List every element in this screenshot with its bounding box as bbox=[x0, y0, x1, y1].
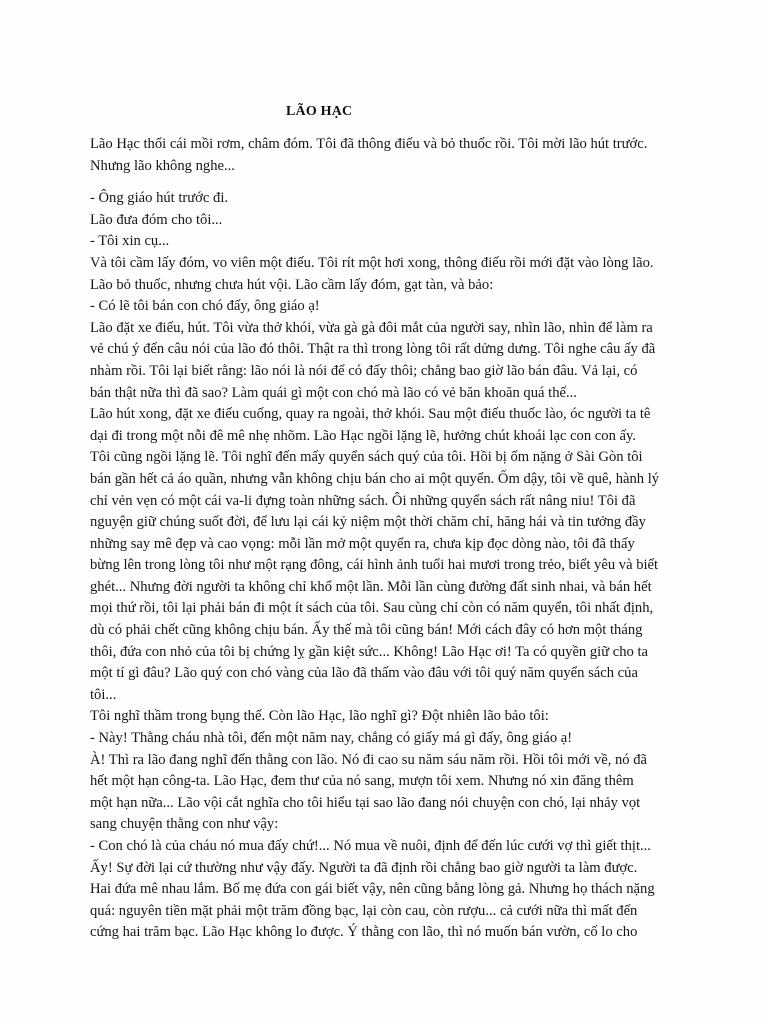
text-line: bán thật nữa thì đã sao? Làm quái gì một con chó mà lão có vẻ băn khoăn quá thế... bbox=[90, 384, 577, 401]
text-line: dù có phải chết cũng không chịu bán. Ấy thế mà tôi cũng bán! Mới cách đây có hơn một tháng bbox=[90, 622, 643, 639]
paragraph bbox=[90, 188, 690, 210]
text-line: vẻ chú ý đến câu nói của lão đó thôi. Thật ra thì trong lòng tôi rất dửng dưng. Tôi nghe câu ấy đã bbox=[90, 341, 656, 358]
text-line: dại đi trong một nỗi đê mê nhẹ nhõm. Lão Hạc ngồi lặng lẽ, hưởng chút khoái lạc con con ấy. bbox=[90, 427, 636, 444]
paragraph bbox=[90, 750, 690, 836]
text-line: - Con chó là của cháu nó mua đấy chứ!... Nó mua về nuôi, định để đến lúc cưới vợ thì giết thịt... bbox=[90, 838, 651, 854]
text-line: - Ông giáo hút trước đi. bbox=[90, 190, 229, 207]
document-title: LÃO HẠC bbox=[286, 104, 353, 119]
text-line: Nhưng lão không nghe... bbox=[90, 157, 235, 174]
paragraph bbox=[90, 134, 690, 177]
text-line: Lão đưa đóm cho tôi... bbox=[90, 211, 223, 228]
text-line: hết một hạn công-ta. Lão Hạc, đem thư của nó sang, mượn tôi xem. Nhưng nó xin đăng thêm bbox=[90, 773, 634, 790]
paragraph bbox=[90, 404, 690, 706]
text-line: - Có lẽ tôi bán con chó đấy, ông giáo ạ! bbox=[90, 298, 320, 315]
text-line: một tí gì đâu? Lão quý con chó vàng của lão đã thấm vào đâu với tôi quý năm quyển sách của bbox=[90, 665, 638, 682]
paragraph bbox=[90, 728, 690, 750]
text-line: mọi thứ rồi, tôi lại phải bán đi một ít sách của tôi. Sau cùng chỉ còn có năm quyển, tôi nhất định, bbox=[90, 600, 654, 617]
paragraph bbox=[90, 231, 690, 253]
text-line: Và tôi cầm lấy đóm, vo viên một điếu. Tôi rít một hơi xong, thông điếu rồi mới đặt vào lòng lão. bbox=[90, 254, 654, 271]
paragraph bbox=[90, 210, 690, 232]
text-line: - Này! Thằng cháu nhà tôi, đến một năm nay, chẳng có giấy má gì đấy, ông giáo ạ! bbox=[90, 730, 573, 747]
text-line: thôi, đứa con nhỏ của tôi bị chứng lỵ gần kiệt sức... Không! Lão Hạc ơi! Ta có quyền giữ cho ta bbox=[90, 643, 649, 660]
text-line: chỉ vẻn vẹn có một cái va-li đựng toàn những sách. Ôi những quyển sách rất nâng niu! Tôi đã bbox=[90, 492, 636, 509]
text-line: nguyện giữ chúng suốt đời, để lưu lại cái kỷ niệm một thời chăm chỉ, hăng hái và tin tưởng đầy bbox=[90, 514, 646, 531]
text-line: - Tôi xin cụ... bbox=[90, 233, 170, 250]
text-line: Tôi nghĩ thầm trong bụng thế. Còn lão Hạc, lão nghĩ gì? Đột nhiên lão bảo tôi: bbox=[90, 708, 549, 725]
text-line: Lão đặt xe điếu, hút. Tôi vừa thở khói, vừa gà gà đôi mắt của người say, nhìn lão, nhìn để làm ra bbox=[90, 319, 653, 336]
text-line: nhàm rồi. Tôi lại biết rằng: lão nói là nói để có đấy thôi; chẳng bao giờ lão bán đâu. Vả lại, có bbox=[90, 362, 638, 379]
text-line: Lão hút xong, đặt xe điếu cuống, quay ra ngoài, thở khói. Sau một điếu thuốc lào, óc người ta tê bbox=[90, 406, 651, 423]
text-line: cứng hai trăm bạc. Lão Hạc không lo được. Ý thằng con lão, thì nó muốn bán vườn, cố lo cho bbox=[90, 924, 638, 941]
text-line: Tôi cũng ngồi lặng lẽ. Tôi nghĩ đến mấy quyển sách quý của tôi. Hồi bị ốm nặng ở Sài Gòn tôi bbox=[90, 449, 643, 466]
paragraph bbox=[90, 253, 690, 296]
text-line: quá: nguyên tiền mặt phải một trăm đồng bạc, lại còn cau, còn rượu... cả cưới nữa thì mất đến bbox=[90, 902, 638, 919]
text-line: một hạn nữa... Lão vội cắt nghĩa cho tôi hiểu tại sao lão đang nói chuyện con chó, lại nhảy vọt bbox=[90, 794, 641, 811]
text-line: À! Thì ra lão đang nghĩ đến thằng con lão. Nó đi cao su năm sáu năm rồi. Hồi tôi mới về, nó đã bbox=[90, 751, 648, 768]
text-line: sang chuyện thằng con như vậy: bbox=[90, 816, 279, 833]
text-line: ghét... Nhưng đời người ta không chỉ khổ một lần. Mỗi lần cùng đường đất sinh nhai, và bán hết bbox=[90, 578, 652, 595]
text-line: bừng lên trong lòng tôi như một rạng đông, cái hình ảnh tuổi hai mươi trong trẻo, biết yêu và biết bbox=[90, 557, 659, 574]
paragraph bbox=[90, 706, 690, 728]
text-line: bán gần hết cả áo quần, nhưng vẫn không chịu bán cho ai một quyển. Ốm dậy, tôi về quê, hành lý bbox=[90, 470, 660, 487]
paragraph bbox=[90, 318, 690, 404]
paragraph bbox=[90, 296, 690, 318]
document-body bbox=[90, 134, 690, 944]
paragraph bbox=[90, 836, 690, 944]
text-line: tôi... bbox=[90, 686, 117, 703]
text-line: Ấy! Sự đời lại cứ thường như vậy đấy. Người ta đã định rồi chẳng bao giờ người ta làm được. bbox=[90, 859, 638, 876]
text-line: Hai đứa mê nhau lắm. Bố mẹ đứa con gái biết vậy, nên cũng bằng lòng gả. Nhưng họ thách nặng bbox=[90, 881, 655, 898]
text-line: những say mê đẹp và cao vọng: mỗi lần mở một quyển ra, chưa kịp đọc dòng nào, tôi đã thấy bbox=[90, 535, 635, 552]
text-line: Lão Hạc thổi cái mồi rơm, châm đóm. Tôi đã thông điếu và bỏ thuốc rồi. Tôi mời lão hút trước. bbox=[90, 136, 648, 152]
text-line: Lão bỏ thuốc, nhưng chưa hút vội. Lão cầm lấy đóm, gạt tàn, và bảo: bbox=[90, 276, 494, 293]
